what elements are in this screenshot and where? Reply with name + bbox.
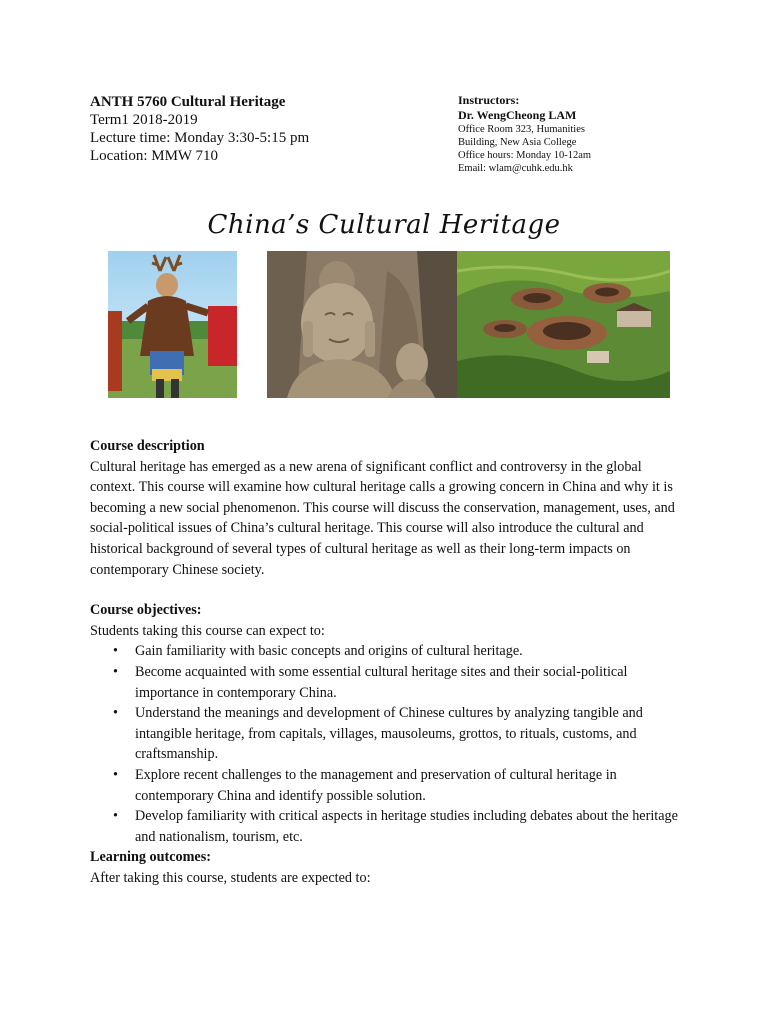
objectives-heading: Course objectives: <box>90 602 202 619</box>
bullet-icon: • <box>113 643 118 660</box>
course-term: Term1 2018-2019 <box>90 112 198 128</box>
course-header <box>90 93 430 165</box>
office-hours: Office hours: Monday 10-12am <box>458 150 592 161</box>
objective-text: Understand the meanings and development of Chinese cultures by analyzing tangible and intangible heritage, from capitals, villages, mausoleums, grottos, to rituals, customs, and craftsmanship. <box>135 705 643 763</box>
buddha-carving-photo <box>267 251 457 398</box>
instructor-name: Dr. WengCheong LAM <box>458 108 577 122</box>
tulou-village-photo <box>457 251 670 398</box>
bullet-icon: • <box>113 663 118 680</box>
course-code-title: ANTH 5760 Cultural Heritage <box>90 94 286 110</box>
dancer-photo <box>108 251 237 398</box>
list-item <box>90 641 690 662</box>
objectives-list <box>90 641 690 847</box>
bullet-icon: • <box>113 808 118 825</box>
objective-text: Become acquainted with some essential cultural heritage sites and their social-political importance in contemporary China. <box>135 663 628 701</box>
instructor-email: Email: wlam@cuhk.edu.hk <box>458 163 573 174</box>
outcomes-heading: Learning outcomes: <box>90 849 211 866</box>
list-item <box>90 765 690 806</box>
instructors-block <box>458 93 698 175</box>
objectives-intro: Students taking this course can expect to: <box>90 622 325 639</box>
office-line-2: Building, New Asia College <box>458 137 577 148</box>
office-line-1: Office Room 323, Humanities <box>458 124 585 135</box>
course-location: Location: MMW 710 <box>90 148 219 164</box>
objective-text: Gain familiarity with basic concepts and origins of cultural heritage. <box>135 643 523 660</box>
bullet-icon: • <box>113 766 118 783</box>
section-gap <box>90 580 690 600</box>
instructors-label: Instructors: <box>458 93 520 107</box>
bullet-icon: • <box>113 705 118 722</box>
main-content <box>90 436 690 888</box>
banner-title: China’s Cultural Heritage <box>207 210 561 240</box>
list-item <box>90 703 690 765</box>
list-item <box>90 806 690 847</box>
list-item <box>90 662 690 703</box>
outcomes-intro: After taking this course, students are expected to: <box>90 869 371 886</box>
objective-text: Develop familiarity with critical aspects in heritage studies including debates about the heritage and nationalism, tourism, etc. <box>135 808 678 845</box>
objective-text: Explore recent challenges to the management and preservation of cultural heritage in contemporary China and identify possible solution. <box>135 766 617 804</box>
description-text: Cultural heritage has emerged as a new arena of significant conflict and controversy in the global context. This course will examine how cultural heritage calls a growing concern in China and why it is becoming a new social phenomenon. This course will discuss the conservation, management, uses, and social-political issues of China’s cultural heritage. This course will also introduce the cultural and historical background of several types of cultural heritage as well as their long-term impacts on contemporary Chinese society. <box>90 458 675 578</box>
description-heading: Course description <box>90 438 205 454</box>
lecture-time: Lecture time: Monday 3:30-5:15 pm <box>90 130 310 146</box>
